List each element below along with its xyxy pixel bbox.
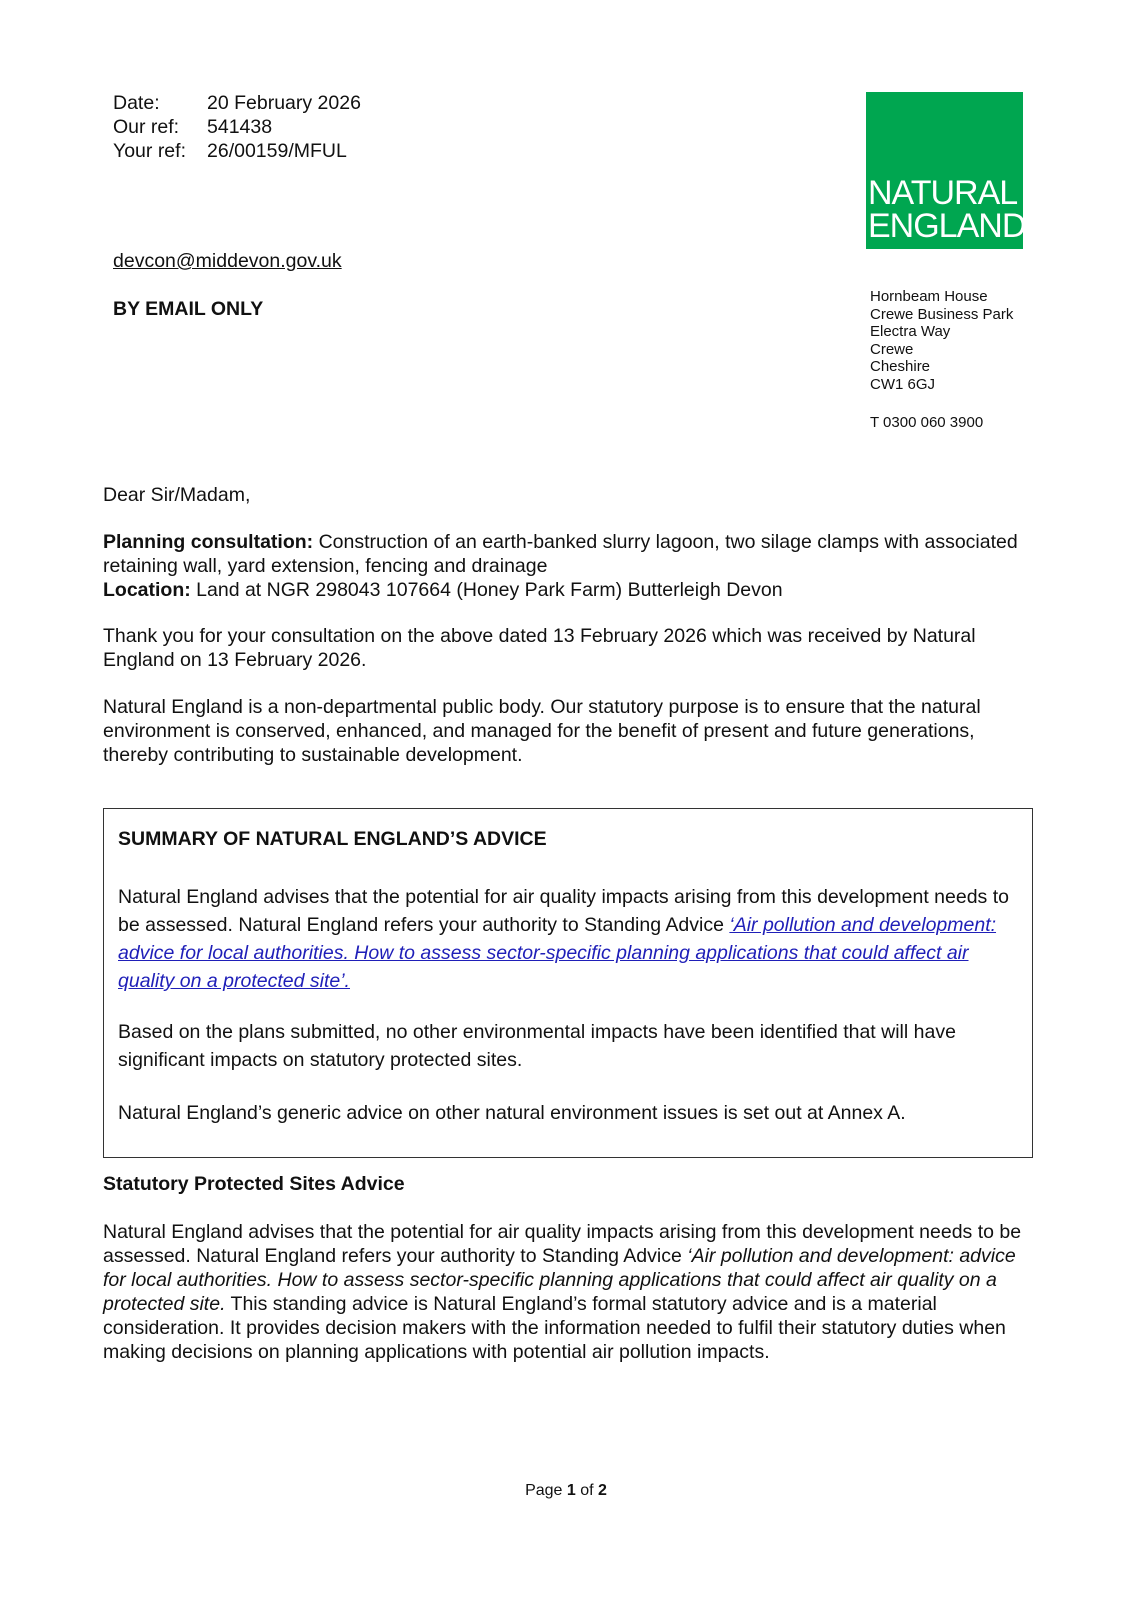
logo-line-1: NATURAL [868, 174, 1018, 212]
salutation: Dear Sir/Madam, [103, 484, 251, 506]
statutory-text-2: This standing advice is Natural England’s formal statutory advice and is a material consideration. It provides decision makers with the information needed to fulfil their statutory duties when making decisions on planning applications with potential air pollution impacts. [103, 1293, 1006, 1363]
sender-phone: T 0300 060 3900 [870, 414, 984, 431]
statutory-paragraph [103, 1220, 1043, 1364]
consultation-text: Construction of an earth-banked slurry lagoon, two silage clamps with associated retaining wall, yard extension, fencing and drainage [103, 531, 1018, 577]
date-row [113, 91, 361, 115]
summary-text: Natural England advises that the potential for air quality impacts arising from this development needs to be assessed. Natural England refers your authority to Standing Advice [118, 886, 1009, 936]
page-of: of [575, 1482, 599, 1499]
your-ref-value: 26/00159/MFUL [207, 140, 347, 162]
page-number [0, 1482, 1132, 1500]
logo-line-2: ENGLAND [868, 207, 1026, 245]
standing-advice-title: ‘Air pollution and development: advice for local authorities. How to assess sector-specific planning applications that could affect air quality on a protected site. [103, 1245, 1016, 1315]
thanks-paragraph: Thank you for your consultation on the above dated 13 February 2026 which was received by Natural England on 13 February 2026. [103, 625, 976, 671]
sender-address [870, 288, 1013, 393]
page-prefix: Page [525, 1482, 567, 1499]
date-label: Date: [113, 92, 160, 114]
address-line: Electra Way [870, 323, 951, 340]
statutory-heading: Statutory Protected Sites Advice [103, 1173, 405, 1195]
our-ref-row [113, 115, 361, 139]
consultation-details [103, 530, 1043, 602]
purpose-paragraph: Natural England is a non-departmental public body. Our statutory purpose is to ensure that the natural environment is conserved, enhanced, and managed for the benefit of present and future generations, thereby contributing to sustainable development. [103, 696, 981, 766]
your-ref-label: Your ref: [113, 140, 186, 162]
total-pages: 2 [598, 1482, 607, 1499]
summary-paragraph-1 [118, 883, 1018, 995]
our-ref-label: Our ref: [113, 116, 180, 138]
summary-paragraph-2: Based on the plans submitted, no other environmental impacts have been identified that will have significant impacts on statutory protected sites. [118, 1021, 956, 1071]
address-line: Crewe Business Park [870, 305, 1014, 323]
current-page: 1 [566, 1482, 576, 1499]
address-line: Crewe [870, 340, 914, 358]
date-value: 20 February 2026 [207, 92, 361, 114]
your-ref-row [113, 139, 361, 163]
location-label: Location: [103, 579, 191, 601]
recipient-email-link[interactable]: devcon@middevon.gov.uk [113, 250, 342, 272]
summary-paragraph-3: Natural England’s generic advice on other natural environment issues is set out at Annex A. [118, 1102, 906, 1124]
reference-block [113, 91, 361, 163]
consultation-label: Planning consultation: [103, 531, 314, 553]
address-line: Cheshire [870, 358, 931, 375]
address-line: CW1 6GJ [870, 375, 936, 393]
natural-england-logo [866, 92, 1026, 249]
summary-box [103, 808, 1033, 1158]
standing-advice-link[interactable]: ‘Air pollution and development: advice for local authorities. How to assess sector-specific planning applications that could affect air quality on a protected site’. [118, 914, 997, 992]
summary-title: SUMMARY OF NATURAL ENGLAND’S ADVICE [118, 828, 547, 850]
statutory-text: Natural England advises that the potential for air quality impacts arising from this development needs to be assessed. Natural England refers your authority to Standing Advice [103, 1221, 1022, 1267]
delivery-method: BY EMAIL ONLY [113, 298, 264, 320]
our-ref-value: 541438 [207, 116, 273, 138]
location-text: Land at NGR 298043 107664 (Honey Park Farm) Butterleigh Devon [190, 579, 783, 601]
address-line: Hornbeam House [870, 288, 988, 305]
